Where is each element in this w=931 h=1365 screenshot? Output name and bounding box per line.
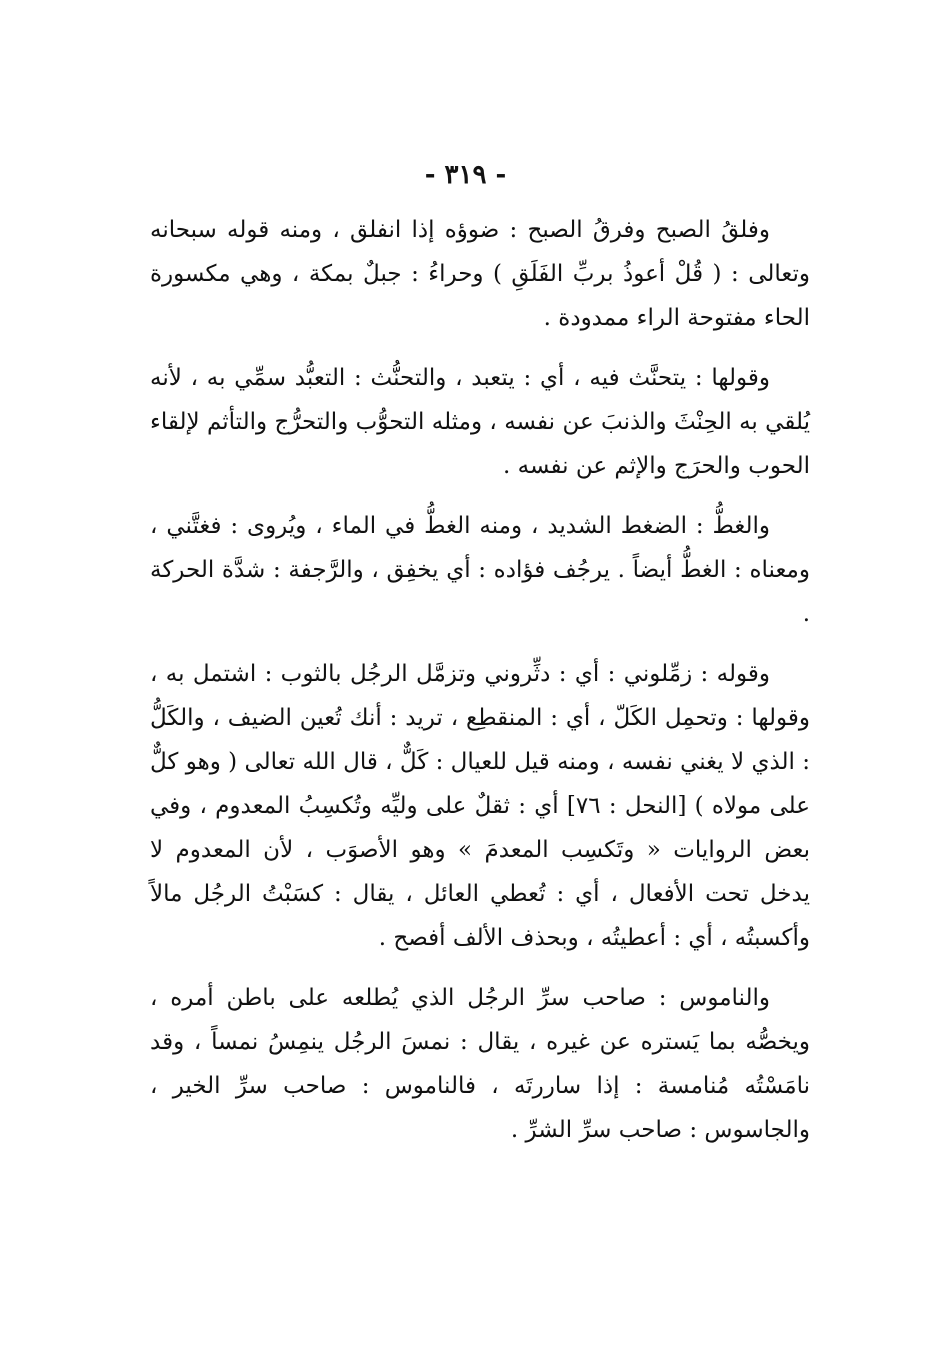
paragraph-namus: والناموس : صاحب سرِّ الرجُل الذي يُطلعه على باطن أمره ، ويخصُّه بما يَستره عن غيره ، يقال : نمسَ الرجُل ينمِسُ نمساً ، وقد نامَسْتُه مُنامسة : إذا ساررتَه ، فالناموس : صاحب سرِّ الخير ، والجاسوس : صاحب سرِّ الشرِّ . [150,985,810,1143]
paragraph-dawn: وفلقُ الصبح وفرقُ الصبح : ضوؤه إذا انفلق ، ومنه قوله سبحانه وتعالى : ( قُلْ أعوذُ بربِّ الفَلَقِ ) وحراءُ : جبلٌ بمكة ، وهي مكسورة الحاء مفتوحة الراء ممدودة . [150,217,810,331]
paragraph-zammiluni: وقوله : زمِّلوني : أي : دثِّروني وتزمَّل الرجُل بالثوب : اشتمل به ، وقولها : وتحمِل الكَلّ ، أي : المنقطِع ، تريد : أنك تُعين الضيف ، والكَلُّ : الذي لا يغني نفسه ، ومنه قيل للعيال : كَلٌّ ، قال الله تعالى ( وهو كلٌّ على مولاه ) [النحل : ٧٦] أي : ثقلٌ على وليِّه وتُكسِبُ المعدوم ، وفي بعض الروايات « وتَكسِب المعدمَ » وهو الأصوَب ، لأن المعدوم لا يدخل تحت الأفعال ، أي : تُعطي العائل ، يقال : كسَبْتُ الرجُل مالاً وأكسبتُه ، أي : أعطيتُه ، وبحذف الألف أفصح . [150,661,811,951]
paragraph-ghatt: والغطُّ : الضغط الشديد ، ومنه الغطُّ في الماء ، ويُروى : فغتَّني ، ومعناه : الغطُّ أيضاً . يرجُف فؤاده : أي يخفِق ، والرَّجفة : شدَّة الحركة . [150,513,810,627]
paragraph-tahannuth: وقولها : يتحنَّث فيه ، أي : يتعبد ، والتحنُّث : التعبُّد سمِّي به ، لأنه يُلقي به الحِنْثَ والذنبَ عن نفسه ، ومثله التحوُّب والتحرُّج والتأثم لإلقاء الحوب والحرَج والإثم عن نفسه . [150,365,810,479]
page-number: - ٣١٩ - [424,160,507,190]
page-body [150,208,810,1152]
